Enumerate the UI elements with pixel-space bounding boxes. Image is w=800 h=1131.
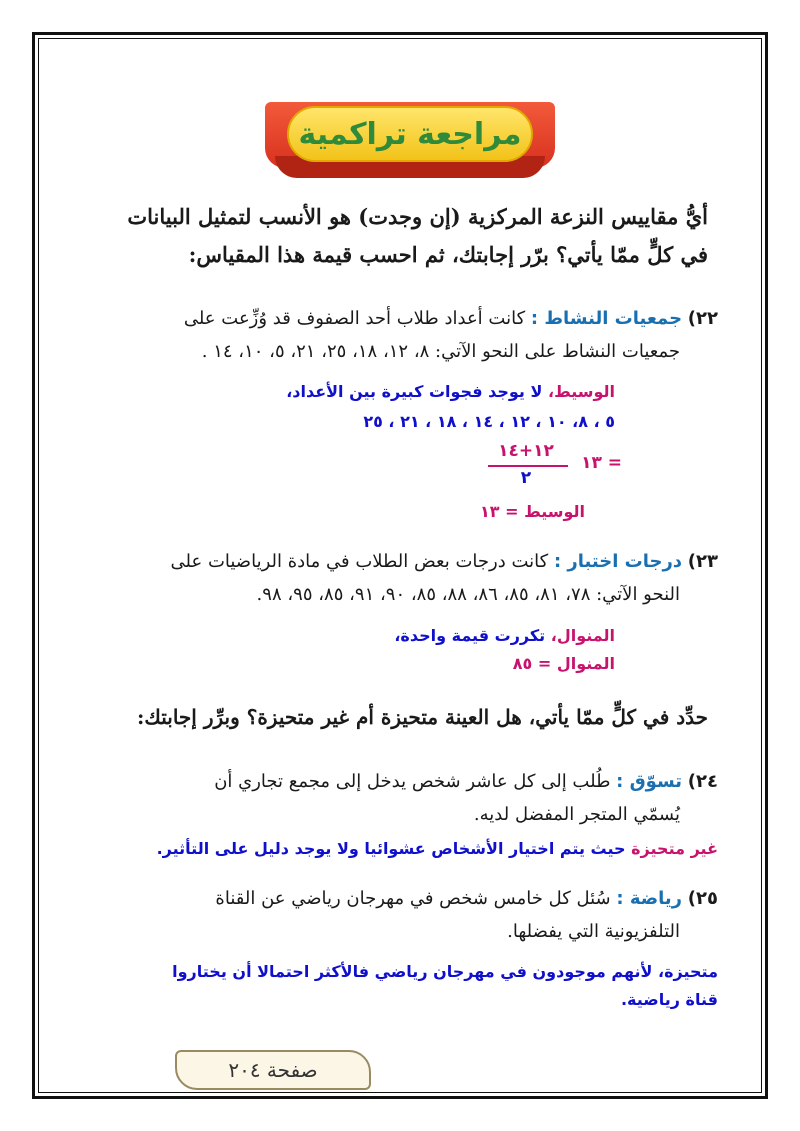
fraction-result: = ١٣ — [581, 453, 622, 473]
intro-question — [88, 198, 708, 274]
page-number-label: صفحة ٢٠٤ — [228, 1058, 318, 1082]
answer-label: غير متحيزة — [631, 839, 718, 858]
median-fraction — [482, 441, 622, 493]
answer-reason: حيث يتم اختيار الأشخاص عشوائيا ولا يوجد دليل على التأثير. — [156, 839, 626, 858]
answer-sorted-values: ٥ ، ٨، ١٠ ، ١٢ ، ١٤ ، ١٨ ، ٢١ ، ٢٥ — [363, 412, 615, 431]
question-text-line-1: كانت درجات بعض الطلاب في مادة الرياضيات على — [170, 551, 549, 572]
question-number: ٢٣) — [687, 551, 718, 572]
answer-22 — [115, 377, 615, 437]
question-number: ٢٤) — [687, 771, 718, 792]
question-23 — [78, 545, 718, 611]
fraction-denominator: ٢ — [520, 468, 532, 488]
answer-reason: تكررت قيمة واحدة، — [394, 626, 546, 645]
question-text-line-1: كانت أعداد طلاب أحد الصفوف قد وُزِّعت على — [183, 308, 526, 329]
answer-label: متحيزة، — [658, 962, 718, 981]
section-heading: حدِّد في كلٍّ ممّا يأتي، هل العينة متحيزة أم غير متحيزة؟ وبرِّر إجابتك: — [137, 705, 708, 729]
intro-line-2: في كلٍّ ممّا يأتي؟ برّر إجابتك، ثم احسب قيمة هذا المقياس: — [188, 242, 708, 267]
answer-23 — [115, 622, 615, 678]
question-number: ٢٢) — [687, 308, 718, 329]
answer-reason: لا يوجد فجوات كبيرة بين الأعداد، — [286, 382, 543, 401]
question-text-line-1: سُئل كل خامس شخص في مهرجان رياضي عن القناة — [215, 888, 611, 909]
question-text-line-2: جمعيات النشاط على النحو الآتي: ٨، ١٢، ١٨، ٢٥، ٢١، ٥، ١٠، ١٤ . — [201, 341, 680, 362]
answer-23-final: المنوال = ٨٥ — [512, 654, 615, 673]
title-banner — [265, 96, 555, 184]
answer-label: المنوال، — [550, 626, 615, 645]
fraction-numerator: ١٢+١٤ — [498, 441, 554, 461]
question-number: ٢٥) — [687, 888, 718, 909]
answer-24 — [68, 839, 718, 858]
question-25 — [118, 882, 718, 948]
page-number-badge — [175, 1050, 371, 1090]
question-text-line-1: طُلب إلى كل عاشر شخص يدخل إلى مجمع تجاري أن — [214, 771, 611, 792]
question-text-line-2: النحو الآتي: ٧٨، ٨١، ٨٥، ٨٦، ٨٨، ٨٥، ٩٠، ٩١، ٨٥، ٩٥، ٩٨. — [256, 584, 680, 605]
question-topic: رياضة : — [616, 888, 683, 909]
answer-label: الوسيط، — [548, 382, 615, 401]
question-text-line-2: يُسمّي المتجر المفضل لديه. — [473, 804, 680, 825]
answer-22-final: الوسيط = ١٣ — [480, 502, 585, 521]
page-title: مراجعة تراكمية — [298, 116, 522, 152]
question-text-line-2: التلفزيونية التي يفضلها. — [507, 921, 680, 942]
intro-line-1: أيُّ مقاييس النزعة المركزية (إن وجدت) هو الأنسب لتمثيل البيانات — [127, 204, 708, 229]
question-topic: جمعيات النشاط : — [530, 308, 683, 329]
fraction-bar — [488, 465, 568, 467]
answer-reason-line-1: لأنهم موجودون في مهرجان رياضي فالأكثر احتمالا أن يختاروا — [172, 962, 653, 981]
question-topic: تسوّق : — [616, 771, 683, 792]
question-24 — [98, 765, 718, 831]
question-22 — [78, 302, 718, 368]
answer-25 — [118, 958, 718, 1014]
answer-reason-line-2: قناة رياضية. — [620, 990, 718, 1009]
question-topic: درجات اختبار : — [553, 551, 683, 572]
